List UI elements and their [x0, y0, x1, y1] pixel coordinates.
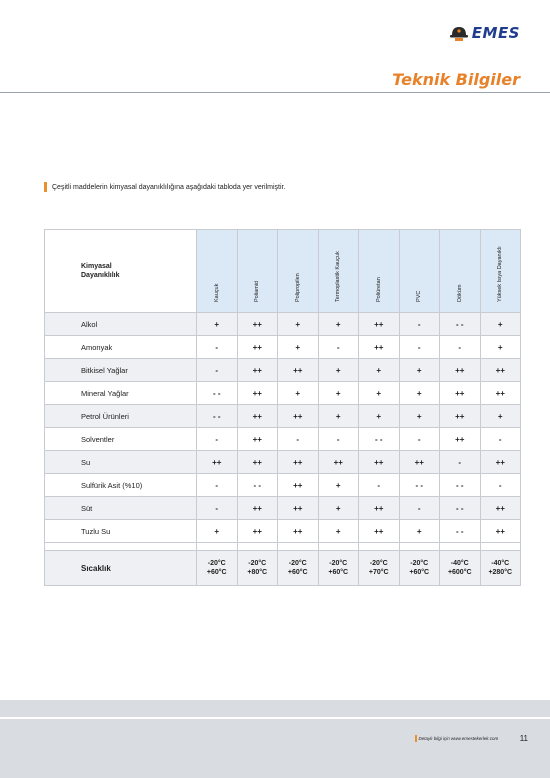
resistance-cell: -: [359, 474, 400, 497]
resistance-cell: -: [197, 359, 238, 382]
table-row: [45, 497, 521, 520]
resistance-cell: -: [440, 451, 481, 474]
temperature-range-cell: -20°C +80°C: [237, 551, 278, 586]
brand-name: EMES: [471, 24, 520, 42]
temperature-range-cell: -20°C +60°C: [278, 551, 319, 586]
row-substance-name: Solventler: [45, 428, 197, 451]
column-header-label: Kauçuk: [213, 283, 220, 302]
spacer-cell: [318, 543, 359, 551]
resistance-cell: ++: [237, 336, 278, 359]
resistance-cell: ++: [359, 451, 400, 474]
resistance-cell: +: [318, 497, 359, 520]
resistance-cell: ++: [237, 428, 278, 451]
corner-label: Kimyasal Dayanıklılık: [81, 263, 120, 279]
resistance-cell: ++: [480, 497, 521, 520]
table-row: [45, 382, 521, 405]
resistance-cell: -: [318, 428, 359, 451]
row-substance-name: Tuzlu Su: [45, 520, 197, 543]
column-header: [359, 230, 400, 313]
resistance-cell: ++: [237, 382, 278, 405]
spacer-cell: [359, 543, 400, 551]
resistance-cell: ++: [359, 313, 400, 336]
page-footer: [0, 700, 550, 778]
resistance-cell: ++: [480, 520, 521, 543]
resistance-cell: ++: [440, 359, 481, 382]
resistance-cell: -: [440, 336, 481, 359]
page-title: Teknik Bilgiler: [392, 70, 520, 89]
table-header-row: [45, 230, 521, 313]
resistance-cell: +: [318, 382, 359, 405]
resistance-cell: ++: [237, 313, 278, 336]
resistance-cell: -: [480, 428, 521, 451]
temperature-range-cell: -20°C +60°C: [399, 551, 440, 586]
temperature-range-cell: -20°C +60°C: [197, 551, 238, 586]
resistance-cell: -: [278, 428, 319, 451]
column-header-label: Yüksek Isıya Dayanıklı: [497, 246, 504, 302]
resistance-cell: +: [278, 382, 319, 405]
resistance-cell: ++: [318, 451, 359, 474]
spacer-cell: [197, 543, 238, 551]
temperature-range-cell: -20°C +70°C: [359, 551, 400, 586]
resistance-cell: ++: [237, 359, 278, 382]
row-substance-name: Mineral Yağlar: [45, 382, 197, 405]
resistance-cell: -: [399, 336, 440, 359]
resistance-cell: +: [197, 520, 238, 543]
page-number: 11: [519, 734, 528, 743]
resistance-cell: -: [197, 336, 238, 359]
resistance-cell: - -: [440, 520, 481, 543]
column-header: [399, 230, 440, 313]
resistance-cell: ++: [480, 359, 521, 382]
resistance-cell: +: [318, 313, 359, 336]
spacer-cell: [399, 543, 440, 551]
resistance-cell: +: [399, 405, 440, 428]
resistance-cell: - -: [197, 382, 238, 405]
table-corner-header: [45, 230, 197, 313]
intro-paragraph: [44, 182, 285, 192]
resistance-cell: ++: [278, 359, 319, 382]
resistance-cell: ++: [359, 336, 400, 359]
resistance-cell: +: [278, 313, 319, 336]
resistance-cell: +: [318, 474, 359, 497]
spacer-cell: [480, 543, 521, 551]
column-header: [278, 230, 319, 313]
column-header-label: Polipropilen: [294, 273, 301, 302]
resistance-cell: -: [399, 313, 440, 336]
column-header-label: Poliüretan: [375, 277, 382, 302]
resistance-cell: +: [318, 359, 359, 382]
temperature-range-cell: -40°C +600°C: [440, 551, 481, 586]
resistance-cell: ++: [237, 451, 278, 474]
resistance-cell: -: [197, 497, 238, 520]
resistance-cell: -: [197, 428, 238, 451]
column-header: [237, 230, 278, 313]
temperature-range-cell: -20°C +60°C: [318, 551, 359, 586]
resistance-cell: ++: [237, 520, 278, 543]
resistance-cell: - -: [399, 474, 440, 497]
column-header-label: Döküm: [456, 284, 463, 302]
resistance-cell: -: [318, 336, 359, 359]
resistance-cell: -: [399, 497, 440, 520]
resistance-cell: +: [359, 382, 400, 405]
accent-bar: [44, 182, 47, 192]
resistance-cell: ++: [278, 451, 319, 474]
table-row: [45, 359, 521, 382]
spacer-cell: [45, 543, 197, 551]
table-row: [45, 428, 521, 451]
row-substance-name: Bitkisel Yağlar: [45, 359, 197, 382]
resistance-cell: +: [359, 359, 400, 382]
row-substance-name: Sulfürik Asit (%10): [45, 474, 197, 497]
resistance-cell: - -: [440, 474, 481, 497]
column-header: [440, 230, 481, 313]
table-row: [45, 474, 521, 497]
resistance-cell: ++: [480, 451, 521, 474]
table-row: [45, 451, 521, 474]
resistance-cell: +: [278, 336, 319, 359]
resistance-cell: +: [480, 405, 521, 428]
resistance-cell: ++: [359, 497, 400, 520]
column-header-label: Poliamid: [254, 280, 261, 302]
resistance-cell: +: [197, 313, 238, 336]
resistance-cell: ++: [399, 451, 440, 474]
brand-logo: [449, 22, 520, 44]
spacer-cell: [278, 543, 319, 551]
resistance-cell: ++: [440, 428, 481, 451]
intro-text: Çeşitli maddelerin kimyasal dayanıklılığına aşağıdaki tabloda yer verilmiştir.: [52, 183, 286, 191]
resistance-cell: +: [480, 313, 521, 336]
table-spacer-row: [45, 543, 521, 551]
header-divider: [0, 92, 550, 93]
resistance-cell: ++: [480, 382, 521, 405]
column-header-label: Termoplastik Kauçuk: [335, 251, 342, 302]
temperature-label: Sıcaklık: [45, 551, 197, 586]
resistance-cell: ++: [440, 382, 481, 405]
resistance-cell: ++: [278, 520, 319, 543]
resistance-cell: +: [318, 405, 359, 428]
column-header-label: PVC: [416, 290, 423, 302]
footer-accent-bar: [415, 735, 417, 742]
temperature-row: [45, 551, 521, 586]
row-substance-name: Su: [45, 451, 197, 474]
table-row: [45, 313, 521, 336]
resistance-cell: -: [480, 474, 521, 497]
column-header: [480, 230, 521, 313]
row-substance-name: Süt: [45, 497, 197, 520]
row-substance-name: Alkol: [45, 313, 197, 336]
column-header: [197, 230, 238, 313]
resistance-cell: +: [399, 382, 440, 405]
row-substance-name: Amonyak: [45, 336, 197, 359]
resistance-cell: ++: [278, 405, 319, 428]
footer-note-text: Detaylı bilgi için www.emestekerlek.com: [418, 736, 499, 741]
column-header: [318, 230, 359, 313]
helmet-icon: [449, 24, 469, 42]
resistance-cell: -: [197, 474, 238, 497]
resistance-cell: ++: [197, 451, 238, 474]
resistance-cell: -: [399, 428, 440, 451]
table-row: [45, 405, 521, 428]
spacer-cell: [440, 543, 481, 551]
resistance-cell: - -: [440, 497, 481, 520]
table-row: [45, 520, 521, 543]
spacer-cell: [237, 543, 278, 551]
table-row: [45, 336, 521, 359]
resistance-cell: ++: [359, 520, 400, 543]
resistance-cell: ++: [440, 405, 481, 428]
resistance-cell: - -: [237, 474, 278, 497]
chemical-resistance-table: [44, 229, 521, 586]
footer-line: [0, 717, 550, 719]
resistance-cell: ++: [278, 474, 319, 497]
resistance-cell: - -: [440, 313, 481, 336]
resistance-cell: +: [399, 520, 440, 543]
resistance-cell: +: [480, 336, 521, 359]
temperature-range-cell: -40°C +280°C: [480, 551, 521, 586]
resistance-cell: +: [318, 520, 359, 543]
resistance-cell: - -: [197, 405, 238, 428]
footer-note: [415, 735, 498, 742]
resistance-cell: +: [359, 405, 400, 428]
resistance-cell: - -: [359, 428, 400, 451]
resistance-cell: ++: [237, 497, 278, 520]
row-substance-name: Petrol Ürünleri: [45, 405, 197, 428]
resistance-cell: +: [399, 359, 440, 382]
resistance-cell: ++: [278, 497, 319, 520]
resistance-cell: ++: [237, 405, 278, 428]
